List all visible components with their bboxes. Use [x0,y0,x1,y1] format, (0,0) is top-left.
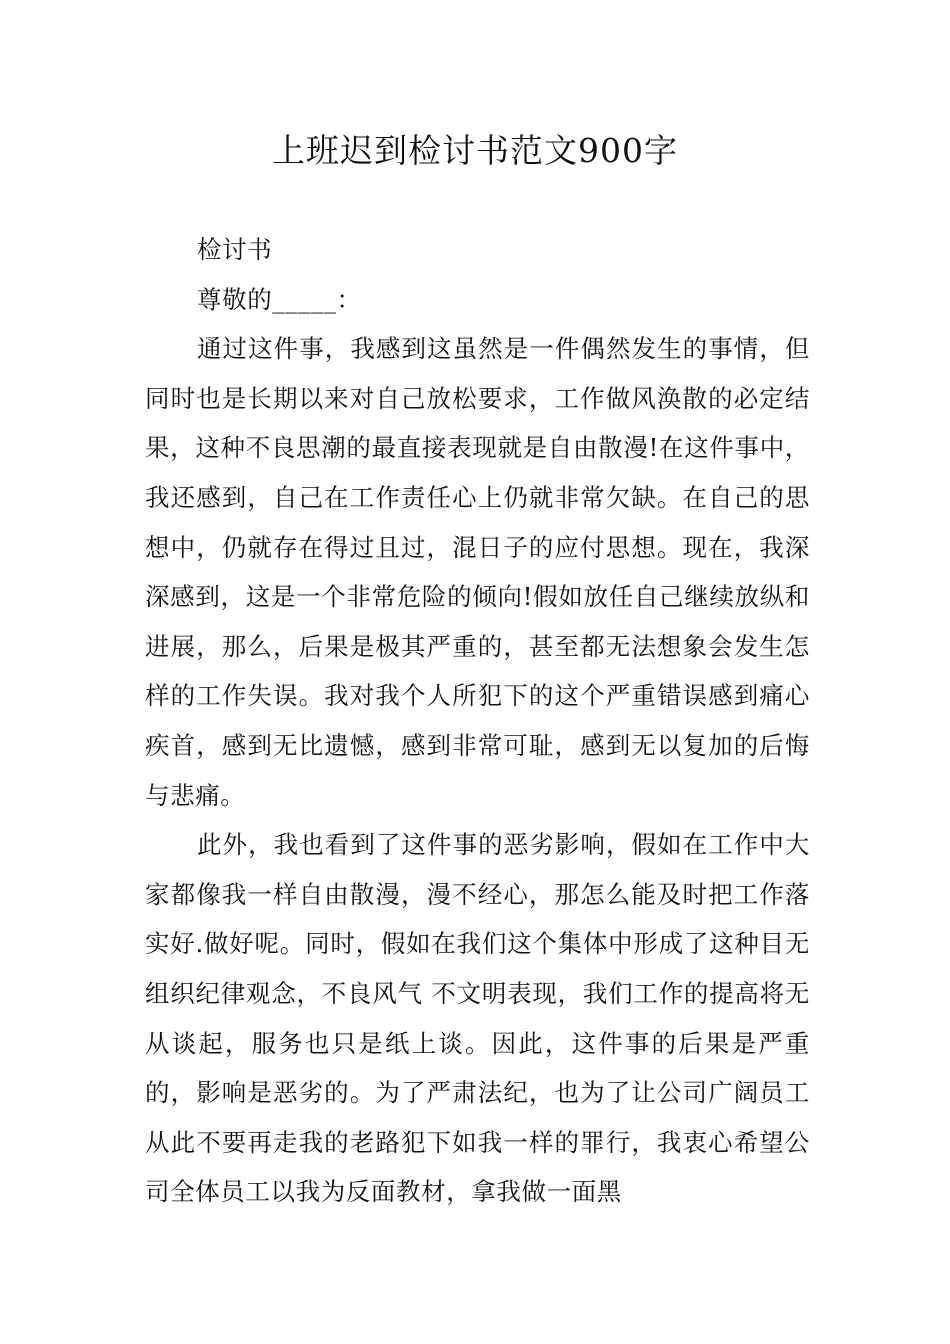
document-body [145,225,810,1217]
document-title: 上班迟到检讨书范文900字 [272,131,678,170]
heading-paragraph: 检讨书 [197,235,273,264]
body-paragraph-1: 通过这件事，我感到这虽然是一件偶然发生的事情，但同时也是长期以来对自己放松要求，工作做风涣散的必定结果，这种不良思潮的最直接表现就是自由散漫!在这件事中，我还感到，自己在工作责任心上仍就非常欠缺。在自己的思想中，仍就存在得过且过，混日子的应付思想。现在，我深深感到，这是一个非常危险的倾向!假如放任自己继续放纵和进展，那么，后果是极其严重的，甚至都无法想象会发生怎样的工作失误。我对我个人所犯下的这个严重错误感到痛心疾首，感到无比遗憾，感到非常可耻，感到无以复加的后悔与悲痛。 [145,334,810,810]
salutation-paragraph: 尊敬的_____： [197,284,362,314]
body-paragraph-2: 此外，我也看到了这件事的恶劣影响，假如在工作中大家都像我一样自由散漫，漫不经心，那怎么能及时把工作落实好.做好呢。同时，假如在我们这个集体中形成了这种目无组织纪律观念，不良风气 不文明表现，我们工作的提高将无从谈起，服务也只是纸上谈。因此，这件事的后果是严重的，影响是恶劣的。为了严肃法纪，也为了让公司广阔员工从此不要再走我的老路犯下如我一样的罪行，我衷心希望公司全体员工以我为反面教材，拿我做一面黑 [145,830,810,1207]
